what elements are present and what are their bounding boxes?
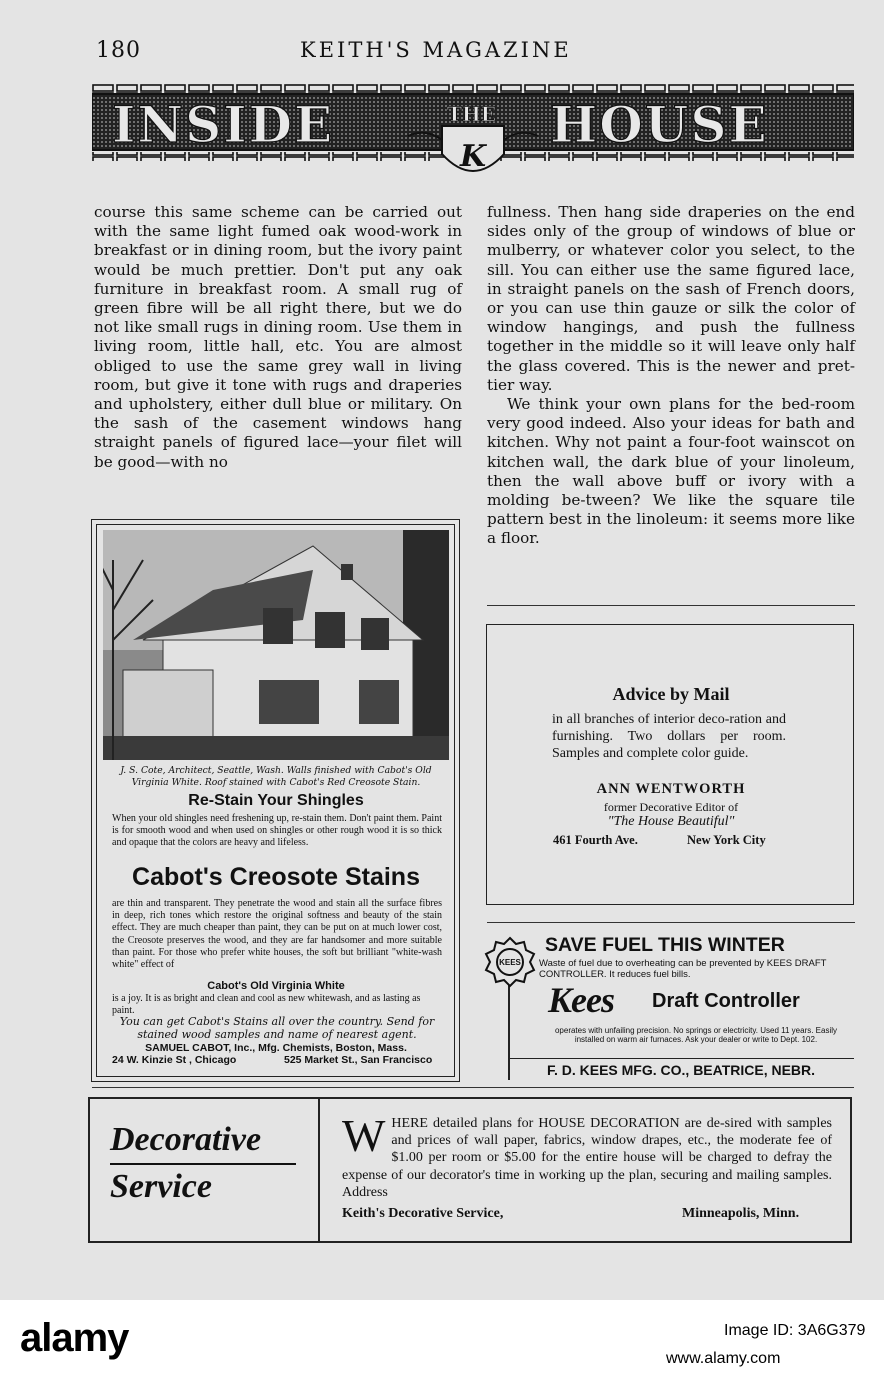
photo-caption: J. S. Cote, Architect, Seattle, Wash. Walls finished with Cabot's Old Virginia White. Roof stained with Cabot's Red Creosote Stain. xyxy=(120,765,432,788)
cabot-product-text: are thin and transparent. They penetrate the wood and stain all the surface fibres in deep, rich tones which restore the original softness and beauty of the stain effect. They are much cheaper than paint, they can be put on at much lower cost, the Creosote preserves the wood, and they are far handsomer and more suitable than paint. For those who prefer white houses, the soft but brilliant "white-wash white" effect of xyxy=(112,898,442,971)
advice-city: New York City xyxy=(687,833,766,847)
decorative-title-line2: Service xyxy=(110,1168,212,1205)
kees-logo: Kees xyxy=(548,980,614,1020)
stock-url: www.alamy.com xyxy=(666,1350,781,1367)
section-rule-bottom xyxy=(92,1087,854,1088)
kees-text: Waste of fuel due to overheating can be prevented by KEES DRAFT CONTROLLER. It reduces fuel bills. xyxy=(539,958,827,980)
advice-former: former Decorative Editor of xyxy=(603,800,739,814)
advice-address: 461 Fourth Ave. xyxy=(553,833,638,847)
restain-headline: Re-Stain Your Shingles xyxy=(188,792,364,809)
banner-right-word: HOUSE xyxy=(550,95,769,154)
article-right-text-2: We think your own plans for the bed-room very good indeed. Also your ideas for bath and kitchen. Why not paint a four-foot wainscot on kitchen wall, the dark blue of your linoleum, then the wall above buff or ivory with a molding be-tween? We like the square tile pattern best in the linoleum: it seems more like a floor. xyxy=(487,395,855,548)
advice-title: Advice by Mail xyxy=(612,684,730,704)
decorative-service-text xyxy=(342,1110,832,1201)
decorative-service-address: Keith's Decorative Service, xyxy=(342,1206,504,1221)
decorative-service-body: HERE detailed plans for HOUSE DECORATION are de-sired with samples and prices of wall paper, fabrics, window drapes, etc., the moderate fee of $1.00 per room or $5.00 for the entire house will be charged to defray the expense of our decorator's time in working up the plan, securing and mailing samples. Address xyxy=(342,1116,832,1200)
article-left-text: course this same scheme can be carried out with the same light fumed oak wood-work in breakfast or in dining room, but the ivory paint would be much prettier. Don't put any oak furniture in breakfast room. A small rug of green fibre will be all right there, but we do not like small rugs in dining room. Use them in living room, little hall, etc. You are almost obliged to use the same grey wall in living room, but give it tone with rugs and draperies and upholstery, either dull blue or military. On the sash of the casement windows hang straight panels of figured lace—your filet will be good—with no xyxy=(94,203,462,471)
advice-ad xyxy=(486,624,854,905)
banner-middle-word: THE xyxy=(447,102,497,126)
advice-text: in all branches of interior deco-ration and furnishing. Two dollars per room. Samples and complete color guide. xyxy=(552,712,786,761)
kees-operates-text: operates with unfailing precision. No springs or electricity. Used 11 years. Easily installed on warm air furnaces. Ask your dealer or write to Dept. 102. xyxy=(554,1026,838,1044)
page-number: 180 xyxy=(96,38,141,63)
stock-image-id: Image ID: 3A6G379 xyxy=(724,1322,866,1339)
decorative-service-divider xyxy=(318,1097,320,1243)
cabot-send-text: You can get Cabot's Stains all over the country. Send for stained wood samples and name of nearest agent. xyxy=(119,1015,435,1041)
decorative-service-city: Minneapolis, Minn. xyxy=(682,1206,800,1221)
kees-headline: SAVE FUEL THIS WINTER xyxy=(545,934,785,956)
alamy-logo: alamy xyxy=(20,1316,129,1360)
cabot-office-san-francisco: 525 Market St., San Francisco xyxy=(284,1054,433,1066)
cabot-office-chicago: 24 W. Kinzie St , Chicago xyxy=(112,1054,237,1066)
kees-company-footer: F. D. KEES MFG. CO., BEATRICE, NEBR. xyxy=(508,1058,854,1081)
article-right-column xyxy=(487,203,855,549)
running-head: KEITH'S MAGAZINE xyxy=(300,38,572,62)
emblem-letter: K xyxy=(460,139,487,174)
advice-magazine: "The House Beautiful" xyxy=(607,814,735,829)
decorative-title-rule xyxy=(110,1163,296,1165)
house-photo xyxy=(103,530,449,760)
kees-seal-icon xyxy=(484,936,536,988)
restain-text: When your old shingles need freshening up, re-stain them. Don't paint them. Paint is for smooth wood and when used on shingles or other rough wood it is so thick and opaque that the colors are heavy and lifeless. xyxy=(112,813,442,849)
kees-product: Draft Controller xyxy=(652,990,800,1012)
section-rule-right xyxy=(487,605,855,606)
kees-seal-text: KEES xyxy=(499,958,521,967)
cabot-product-headline: Cabot's Creosote Stains xyxy=(132,863,420,891)
banner-left-word: INSIDE xyxy=(112,95,335,154)
advice-name: ANN WENTWORTH xyxy=(596,781,746,797)
old-virginia-white-text: is a joy. It is as bright and clean and cool as new whitewash, and as lasting as paint. xyxy=(112,993,421,1017)
inside-the-house-banner xyxy=(92,84,854,188)
cabot-company: SAMUEL CABOT, Inc., Mfg. Chemists, Boston, Mass. xyxy=(145,1042,407,1054)
stock-footer-bar xyxy=(0,1300,884,1390)
article-right-text-1: fullness. Then hang side draperies on the end sides only of the group of windows of blue or mulberry, or whatever color you select, to the sill. You can either use the same figured lace, in straight panels on the sash of French doors, or you can use thin gauze or silk the color of window hangings, and push the fullness together in the middle so it will leave only half the glass covered. This is the newer and pret-tier way. xyxy=(487,203,855,394)
drop-cap: W xyxy=(342,1110,386,1161)
section-rule-kees xyxy=(487,922,855,923)
article-left-column xyxy=(94,203,462,472)
decorative-title-line1: Decorative xyxy=(110,1121,262,1158)
old-virginia-white-headline: Cabot's Old Virginia White xyxy=(207,980,345,992)
